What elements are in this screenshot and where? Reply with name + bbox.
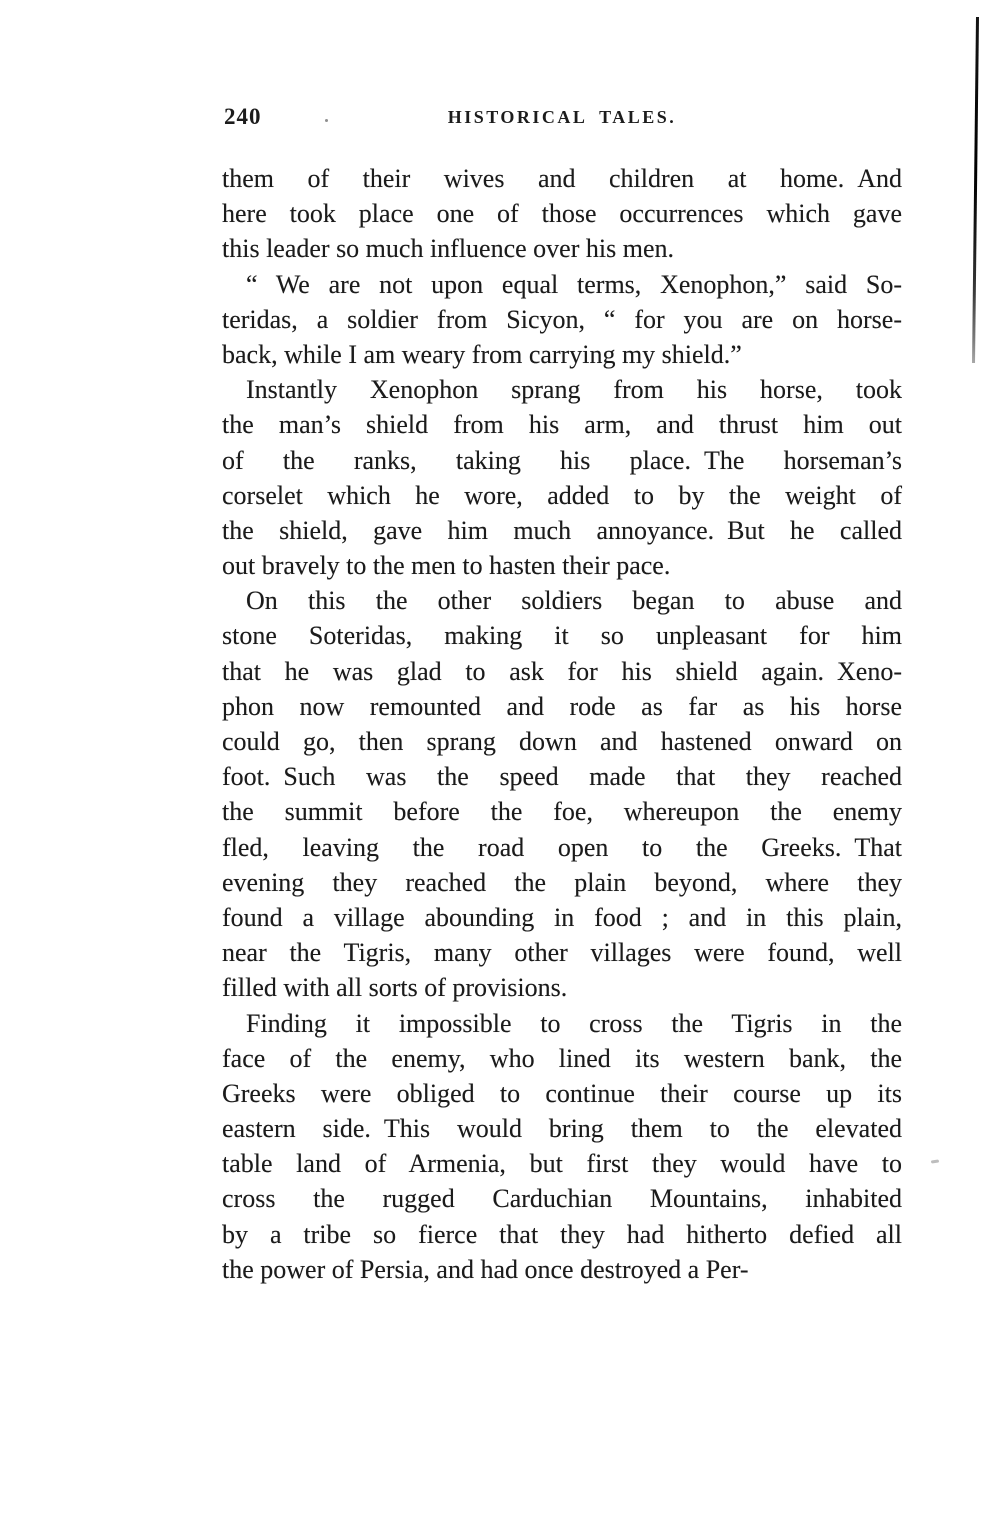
text-line: the power of Persia, and had once destroyed a Per-: [222, 1254, 749, 1284]
text-line: the man’s shield from his arm, and thrust him out: [222, 410, 902, 440]
text-line: phon now remounted and rode as far as his horse: [222, 691, 902, 721]
text-line: face of the enemy, who lined its western bank, the: [222, 1043, 902, 1073]
text-line: “ We are not upon equal terms, Xenophon,” said So-: [246, 269, 902, 299]
text-line: them of their wives and children at home. And: [222, 164, 902, 193]
text-line: Instantly Xenophon sprang from his horse, took: [246, 375, 902, 405]
text-line: found a village abounding in food ; and in this plain,: [222, 902, 902, 932]
text-line: teridas, a soldier from Sicyon, “ for you are on horse-: [222, 304, 902, 334]
text-line: stone Soteridas, making it so unpleasant for him: [222, 621, 902, 651]
text-line: the summit before the foe, whereupon the enemy: [222, 797, 902, 827]
text-line: filled with all sorts of provisions.: [222, 973, 568, 1003]
scan-artifact-line: [972, 17, 979, 363]
text-line: could go, then sprang down and hastened onward on: [222, 727, 902, 756]
text-line: table land of Armenia, but first they would have to: [222, 1149, 902, 1179]
text-line: Finding it impossible to cross the Tigris in the: [246, 1008, 902, 1038]
scan-speck: [931, 1159, 939, 1163]
text-line: foot. Such was the speed made that they reached: [222, 762, 902, 792]
text-line: that he was glad to ask for his shield again. Xeno-: [222, 656, 902, 686]
text-line: here took place one of those occurrences which gave: [222, 199, 902, 229]
text-line: cross the rugged Carduchian Mountains, inhabited: [222, 1184, 902, 1214]
text-line: evening they reached the plain beyond, where they: [222, 867, 902, 897]
text-line: fled, leaving the road open to the Greeks. That: [222, 832, 902, 862]
text-line: by a tribe so fierce that they had hitherto defied all: [222, 1219, 902, 1249]
text-line: Greeks were obliged to continue their course up its: [222, 1078, 902, 1108]
running-head: HISTORICAL TALES.: [447, 107, 677, 127]
text-line: eastern side. This would bring them to the elevated: [222, 1114, 902, 1144]
text-line: of the ranks, taking his place. The horseman’s: [222, 445, 902, 475]
text-line: corselet which he wore, added to by the weight of: [222, 480, 902, 510]
body-text: [222, 161, 902, 1287]
text-line: the shield, gave him much annoyance. But he called: [222, 515, 902, 545]
text-line: back, while I am weary from carrying my shield.”: [222, 339, 742, 369]
text-line: On this the other soldiers began to abuse and: [246, 586, 902, 616]
text-line: out bravely to the men to hasten their pace.: [222, 551, 671, 581]
text-line: this leader so much influence over his men.: [222, 234, 674, 264]
page-number: 240: [224, 104, 262, 129]
text-line: near the Tigris, many other villages were found, well: [222, 938, 902, 968]
scan-speck: [325, 119, 328, 122]
